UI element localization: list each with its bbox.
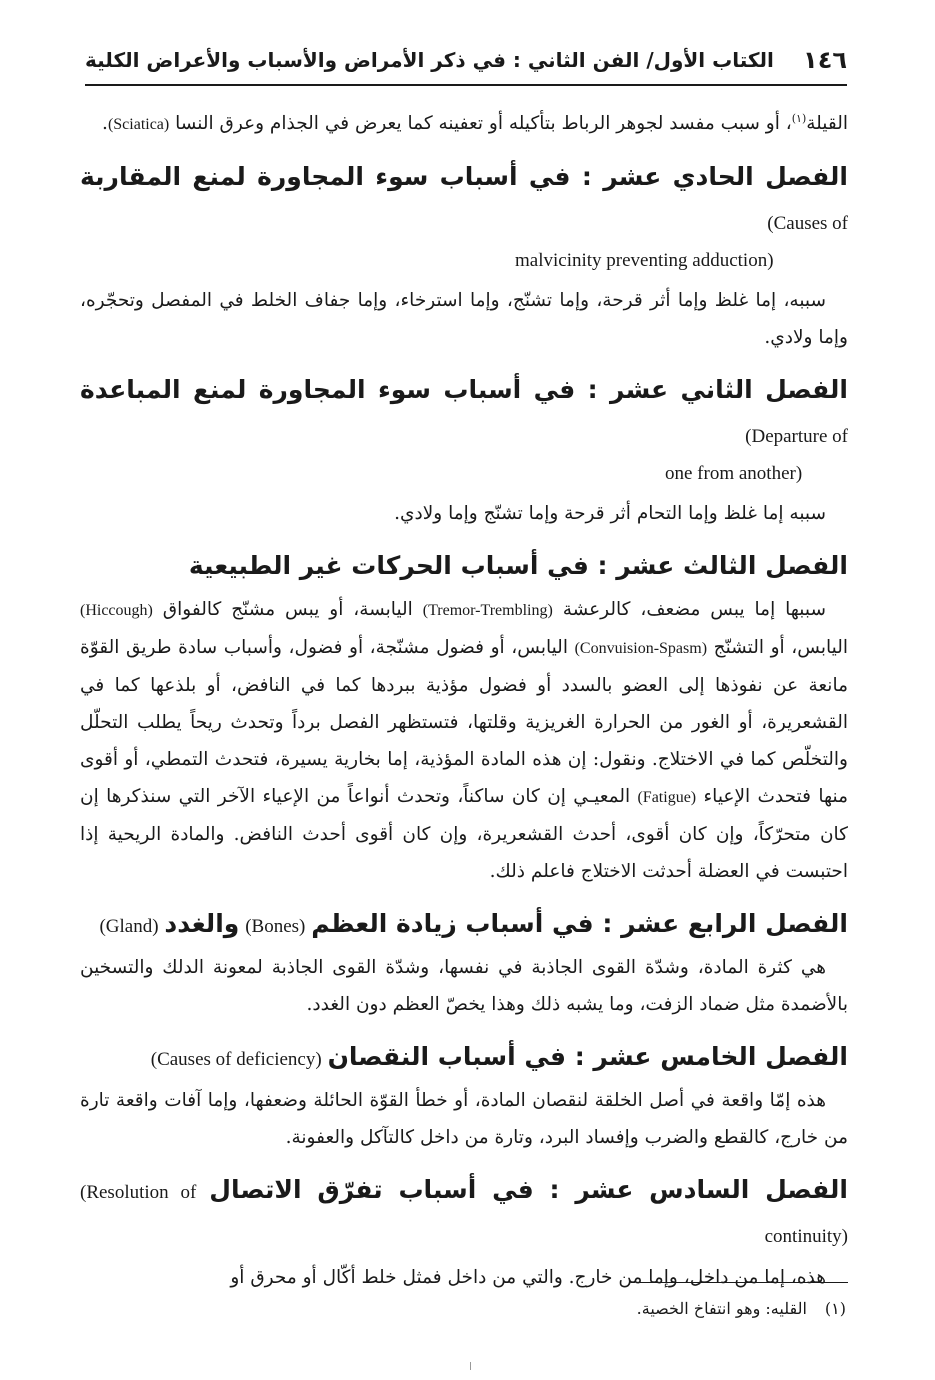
section-title-en: (Bones)	[245, 916, 306, 938]
body-text: المعيـي إن كان ساكناً، وتحدث أنواعاً من الإعياء الآخر التي سنذكرها إن كان متحرّكاً، وإن كان أقوى، أحدث القشعريرة، وإن كان أقوى أحدث النافض. والمادة الريحية إذا احتبست في العضلة أحدثت الاختلاج فاعلم ذلك.	[80, 786, 848, 883]
body-text: اليابسة، أو يبس مشنّج كالفواق	[162, 599, 413, 621]
section-title-en: (Departure of	[745, 426, 848, 448]
section-title-en: (Causes of deficiency)	[150, 1049, 322, 1071]
section-title-en-cont: malvicinity preventing adduction)	[515, 250, 774, 272]
section-heading-14	[80, 902, 848, 949]
english-term: (Convuision-Spasm)	[574, 640, 708, 658]
intro-end: .	[102, 113, 108, 135]
section-heading-12	[80, 368, 848, 459]
section-body-15	[80, 1082, 848, 1156]
section-title-ar-2: والغدد	[164, 909, 240, 939]
section-title-en: (Causes of	[767, 213, 848, 235]
running-title: الكتاب الأول/ الفن الثاني : في ذكر الأمراض والأسباب والأعراض الكلية	[85, 48, 774, 72]
body-text: اليابس، أو فضول مشنّجة، أو فضول، وأسباب سادة طريق القوّة مانعة عن نفوذها إلى العضو بالسدد أو فضول مؤذية ببردها كما في النافض، أو بلذعها كما في القشعريرة، أو الغور من الحرارة الغريزية وقلتها، فتستظهر الفصل برداً وتحدث ريحاً يطلب التحلّل والتخلّص كما في الاختلاج. ونقول: إن هذه المادة المؤذية، إما بخارية يسيرة، فتحدث التمطي، أو أقوى منها فتحدث الإعياء	[80, 637, 848, 808]
intro-text-cont: ، أو سبب مفسد لجوهر الرباط بتأكيله أو تعفينه كما يعرض في الجذام وعرق النسا	[175, 113, 792, 135]
section-title-en: (Resolution of continuity)	[80, 1182, 848, 1248]
section-title-ar: الفصل الرابع عشر : في أسباب زيادة العظم	[311, 909, 848, 939]
english-term: (Fatigue)	[637, 789, 697, 807]
body-text: سببها إما يبس مضعف، كالرعشة	[562, 599, 826, 621]
intro-text: القيلة	[806, 113, 848, 135]
section-body-text: سببه إما غلظ وإما التحام أثر قرحة وإما تشنّج وإما ولادي.	[394, 503, 826, 525]
section-body-text: هذه، إما من داخل، وإما من خارج. والتي من داخل فمثل خلط أكّال أو محرق أو	[230, 1267, 826, 1289]
main-text	[80, 100, 848, 1296]
section-title-ar: الفصل السادس عشر : في أسباب تفرّق الاتصال	[209, 1175, 848, 1205]
section-body-13	[80, 591, 848, 890]
section-title-ar: الفصل الثالث عشر : في أسباب الحركات غير الطبيعية	[188, 551, 848, 581]
section-title-ar: الفصل الثاني عشر : في أسباب سوء المجاورة لمنع المباعدة	[80, 375, 848, 405]
page-header	[85, 40, 847, 86]
english-term: (Sciatica)	[107, 116, 170, 134]
section-body-text: هذه إمّا واقعة في أصل الخلقة لنقصان المادة، أو خطأ القوّة الحائلة وضعفها، وإما آفات واقعة تارة من خارج، كالقطع والضرب وإفساد البرد، وتارة من داخل كالتآكل والعفونة.	[80, 1090, 848, 1149]
section-body-12	[80, 495, 848, 532]
footnote-number: (١)	[824, 1299, 846, 1318]
section-heading-16	[80, 1168, 848, 1259]
section-heading-13	[80, 544, 848, 591]
section-heading-11	[80, 155, 848, 246]
english-term: (Tremor-Trembling)	[422, 602, 553, 620]
footnote-divider	[640, 1282, 848, 1283]
section-body-text: هي كثرة المادة، وشدّة القوى الجاذبة في نفسها، وشدّة القوى الجاذبة لمعونة الدلك والتسخين بالأضمدة مثل ضماد الزفت، وما يشبه ذلك وهذا يخصّ العظم دون الغدد.	[80, 957, 848, 1016]
section-title-en-cont: one from another)	[665, 463, 803, 485]
section-title-ar: الفصل الخامس عشر : في أسباب النقصان	[327, 1042, 848, 1072]
footnote	[80, 1296, 846, 1322]
body-text: اليابس، أو التشنّج	[713, 637, 848, 659]
section-body-text: سببه، إما غلظ وإما أثر قرحة، وإما تشنّج، وإما استرخاء، وإما جفاف الخلط في المفصل وتحجّره، وإما ولادي.	[80, 290, 848, 349]
intro-paragraph	[80, 100, 848, 143]
section-heading-15	[80, 1035, 848, 1082]
footnote-ref[interactable]: (١)	[791, 112, 807, 125]
section-title-en-2: (Gland)	[99, 916, 159, 938]
section-body-14	[80, 949, 848, 1023]
english-term: (Hiccough)	[80, 602, 153, 620]
section-body-11	[80, 282, 848, 356]
scan-mark	[470, 1362, 475, 1370]
section-title-ar: الفصل الحادي عشر : في أسباب سوء المجاورة لمنع المقاربة	[80, 162, 848, 192]
page-number: ١٤٦	[803, 46, 847, 74]
footnote-text: القليه: وهو انتفاخ الخصية.	[636, 1299, 807, 1318]
section-body-16	[80, 1259, 848, 1296]
